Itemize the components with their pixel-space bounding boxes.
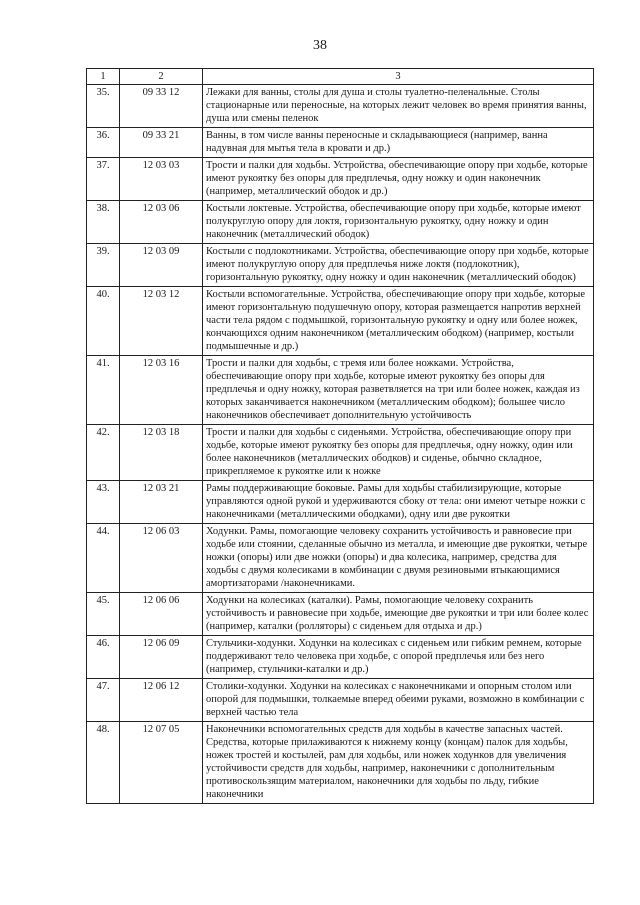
column-header-number: 1 — [87, 69, 120, 85]
row-code: 12 06 12 — [120, 679, 203, 722]
row-code: 12 03 16 — [120, 356, 203, 425]
row-code: 12 07 05 — [120, 722, 203, 804]
row-description: Наконечники вспомогательных средств для ходьбы в качестве запасных частей. Средства, которые прилаживаются к нижнему концу (концам) палок для ходьбы, ножек тростей и костылей, рам для ходьбы, или ножек ходунков для увеличения устойчивости средств для ходьбы, например, наконечники с дополнительным противоскользящим материалом, наконечники для ходьбы по льду, гибкие наконечники — [203, 722, 594, 804]
table-row — [87, 636, 594, 679]
row-number: 46. — [87, 636, 120, 679]
table-row — [87, 85, 594, 128]
row-description: Столики-ходунки. Ходунки на колесиках с наконечниками и опорным столом или опорой для подмышки, толкаемые вперед обеими руками, возможно в комбинации с верхней частью тела — [203, 679, 594, 722]
row-number: 48. — [87, 722, 120, 804]
row-description: Костыли с подлокотниками. Устройства, обеспечивающие опору при ходьбе, которые имеют полукруглую опору для предплечья ниже локтя (подлокотник), горизонтальную рукоятку, одну ножку и один наконечник (металлический ободок) — [203, 244, 594, 287]
row-description: Трости и палки для ходьбы с сиденьями. Устройства, обеспечивающие опору при ходьбе, которые имеют рукоятку без опоры для предплечья, одну ножку, один или более наконечников (металлических ободков) и сиденье, обычно складное, прикрепляемое к рукоятке или к ножке — [203, 425, 594, 481]
column-header-code: 2 — [120, 69, 203, 85]
row-number: 36. — [87, 128, 120, 158]
row-code: 09 33 12 — [120, 85, 203, 128]
row-description: Лежаки для ванны, столы для душа и столы туалетно-пеленальные. Столы стационарные или переносные, на которых лежит человек во время принятия ванны, душа или смены пеленок — [203, 85, 594, 128]
table-row — [87, 158, 594, 201]
table-row — [87, 481, 594, 524]
row-description: Ванны, в том числе ванны переносные и складывающиеся (например, ванна надувная для мытья тела в кровати и др.) — [203, 128, 594, 158]
row-number: 38. — [87, 201, 120, 244]
row-description: Ходунки. Рамы, помогающие человеку сохранить устойчивость и равновесие при ходьбе или стоянии, сделанные обычно из металла, и имеющие две рукоятки, четыре ножки (опоры) или две ножки (опоры) и два колесика, например, средства для ходьбы с двумя колесиками в комбинации с двумя резиновыми втыкающимися амортизаторами /наконечниками. — [203, 524, 594, 593]
row-number: 47. — [87, 679, 120, 722]
row-description: Ходунки на колесиках (каталки). Рамы, помогающие человеку сохранить устойчивость и равновесие при ходьбе, имеющие две рукоятки и три или более колес (например, каталки (ролляторы) с сиденьем для отдыха и др.) — [203, 593, 594, 636]
row-code: 12 06 06 — [120, 593, 203, 636]
row-code: 12 03 09 — [120, 244, 203, 287]
column-header-description: 3 — [203, 69, 594, 85]
row-code: 12 06 03 — [120, 524, 203, 593]
row-number: 45. — [87, 593, 120, 636]
row-code: 12 03 21 — [120, 481, 203, 524]
row-number: 37. — [87, 158, 120, 201]
table-row — [87, 524, 594, 593]
table-row — [87, 593, 594, 636]
registry-table — [86, 68, 594, 804]
row-code: 09 33 21 — [120, 128, 203, 158]
table-row — [87, 356, 594, 425]
row-description: Трости и палки для ходьбы, с тремя или более ножками. Устройства, обеспечивающие опору при ходьбе, которые имеют рукоятку без опоры для предплечья и одну ножку, которая разветвляется на три или более ножек, каждая из которых заканчивается наконечником (металлическим ободком); большее число наконечников обеспечивает дополнительную устойчивость — [203, 356, 594, 425]
row-description: Стульчики-ходунки. Ходунки на колесиках с сиденьем или гибким ремнем, которые поддерживают тело человека при ходьбе, с опорой предплечья или без него (например, стульчики-каталки и др.) — [203, 636, 594, 679]
row-description: Костыли вспомогательные. Устройства, обеспечивающие опору при ходьбе, которые имеют горизонтальную подушечную опору, которая размещается напротив верхней части тела рядом с подмышкой, горизонтальную рукоятку и одну или более ножек, кончающихся одним наконечником (металлическим ободком) (например, костыли подмышечные и др.) — [203, 287, 594, 356]
row-code: 12 03 12 — [120, 287, 203, 356]
table-row — [87, 128, 594, 158]
row-code: 12 06 09 — [120, 636, 203, 679]
row-number: 42. — [87, 425, 120, 481]
table-row — [87, 287, 594, 356]
row-description: Рамы поддерживающие боковые. Рамы для ходьбы стабилизирующие, которые управляются одной рукой и удерживаются сбоку от тела: они имеют четыре ножки с наконечниками (металлическими ободками), одну или две рукоятки — [203, 481, 594, 524]
row-code: 12 03 06 — [120, 201, 203, 244]
page-number: 38 — [313, 38, 327, 53]
row-description: Трости и палки для ходьбы. Устройства, обеспечивающие опору при ходьбе, которые имеют рукоятку без опоры для предплечья, одну ножку и один наконечник (например, металлический ободок и др.) — [203, 158, 594, 201]
table-row — [87, 425, 594, 481]
row-description: Костыли локтевые. Устройства, обеспечивающие опору при ходьбе, которые имеют полукруглую опору для локтя, горизонтальную рукоятку, одну ножку и один наконечник (металлический ободок) — [203, 201, 594, 244]
table-row — [87, 244, 594, 287]
row-code: 12 03 03 — [120, 158, 203, 201]
row-number: 40. — [87, 287, 120, 356]
row-number: 41. — [87, 356, 120, 425]
table-row — [87, 722, 594, 804]
table-header-row — [87, 69, 594, 85]
table-row — [87, 201, 594, 244]
table-row — [87, 679, 594, 722]
row-number: 44. — [87, 524, 120, 593]
row-number: 43. — [87, 481, 120, 524]
row-code: 12 03 18 — [120, 425, 203, 481]
row-number: 39. — [87, 244, 120, 287]
row-number: 35. — [87, 85, 120, 128]
